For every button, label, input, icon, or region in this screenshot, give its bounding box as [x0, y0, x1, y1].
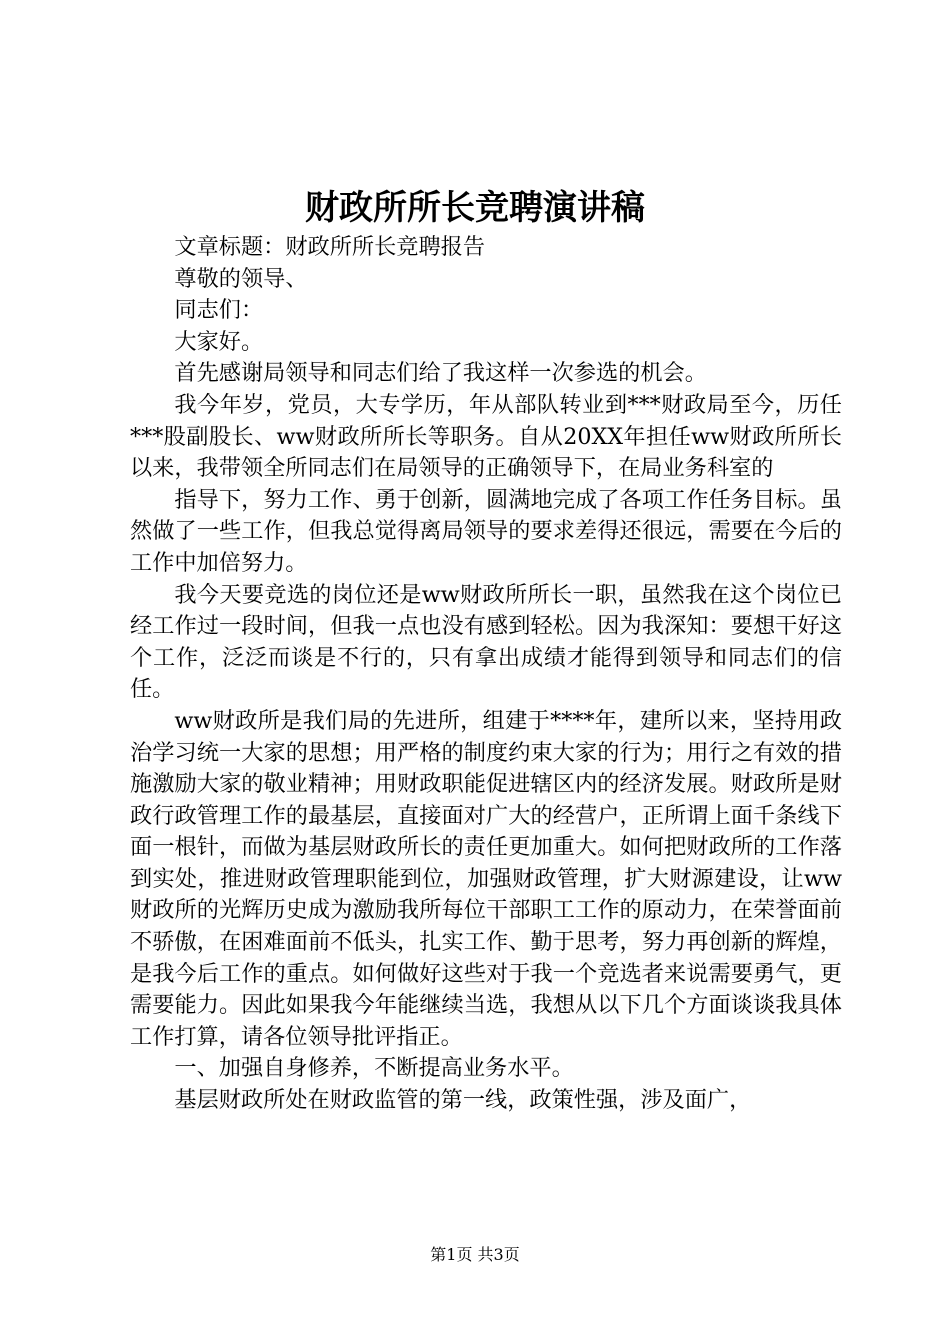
- document-body: [130, 232, 842, 1117]
- paragraph: 尊敬的领导、: [174, 265, 308, 292]
- paragraph: 基层财政所处在财政监管的第一线，政策性强，涉及面广，: [174, 1087, 752, 1114]
- paragraph: 首先感谢局领导和同志们给了我这样一次参选的机会。: [174, 360, 707, 387]
- paragraph: 一、加强自身修养，不断提高业务水平。: [174, 1055, 574, 1082]
- paragraph: ww财政所是我们局的先进所，组建于****年，建所以来，坚持用政治学习统一大家的思想；用严格的制度约束大家的行为；用行之有效的措施激励大家的敬业精神；用财政职能促进辖区内的经济发展。财政所是财政行政管理工作的最基层，直接面对广大的经营户，正所谓上面千条线下面一根针，而做为基层财政所长的责任更加重大。如何把财政所的工作落到实处，推进财政管理职能到位，加强财政管理，扩大财源建设，让ww财政所的光辉历史成为激励我所每位干部职工工作的原动力，在荣誉面前不骄傲，在困难面前不低头，扎实工作、勤于思考，努力再创新的辉煌，是我今后工作的重点。如何做好这些对于我一个竞选者来说需要勇气，更需要能力。因此如果我今年能继续当选，我想从以下几个方面谈谈我具体工作打算，请各位领导批评指正。: [130, 707, 842, 1050]
- page-number-footer: 第1页 共3页: [430, 1245, 520, 1264]
- paragraph: 我今年岁，党员，大专学历，年从部队转业到***财政局至今，历任***股副股长、ww财政所所长等职务。自从20XX年担任ww财政所所长以来，我带领全所同志们在局领导的正确领导下，在局业务科室的: [130, 391, 842, 482]
- paragraph: 大家好。: [174, 328, 264, 355]
- paragraph: 文章标题：财政所所长竞聘报告: [174, 234, 486, 260]
- paragraph: 我今天要竞选的岗位还是ww财政所所长一职，虽然我在这个岗位已经工作过一段时间，但我一点也没有感到轻松。因为我深知：要想干好这个工作，泛泛而谈是不行的，只有拿出成绩才能得到领导和同志们的信任。: [130, 581, 842, 703]
- paragraph: 指导下，努力工作、勇于创新，圆满地完成了各项工作任务目标。虽然做了一些工作，但我总觉得离局领导的要求差得还很远，需要在今后的工作中加倍努力。: [130, 486, 842, 576]
- paragraph: 同志们：: [174, 297, 264, 324]
- document-title: 财政所所长竞聘演讲稿: [305, 188, 645, 228]
